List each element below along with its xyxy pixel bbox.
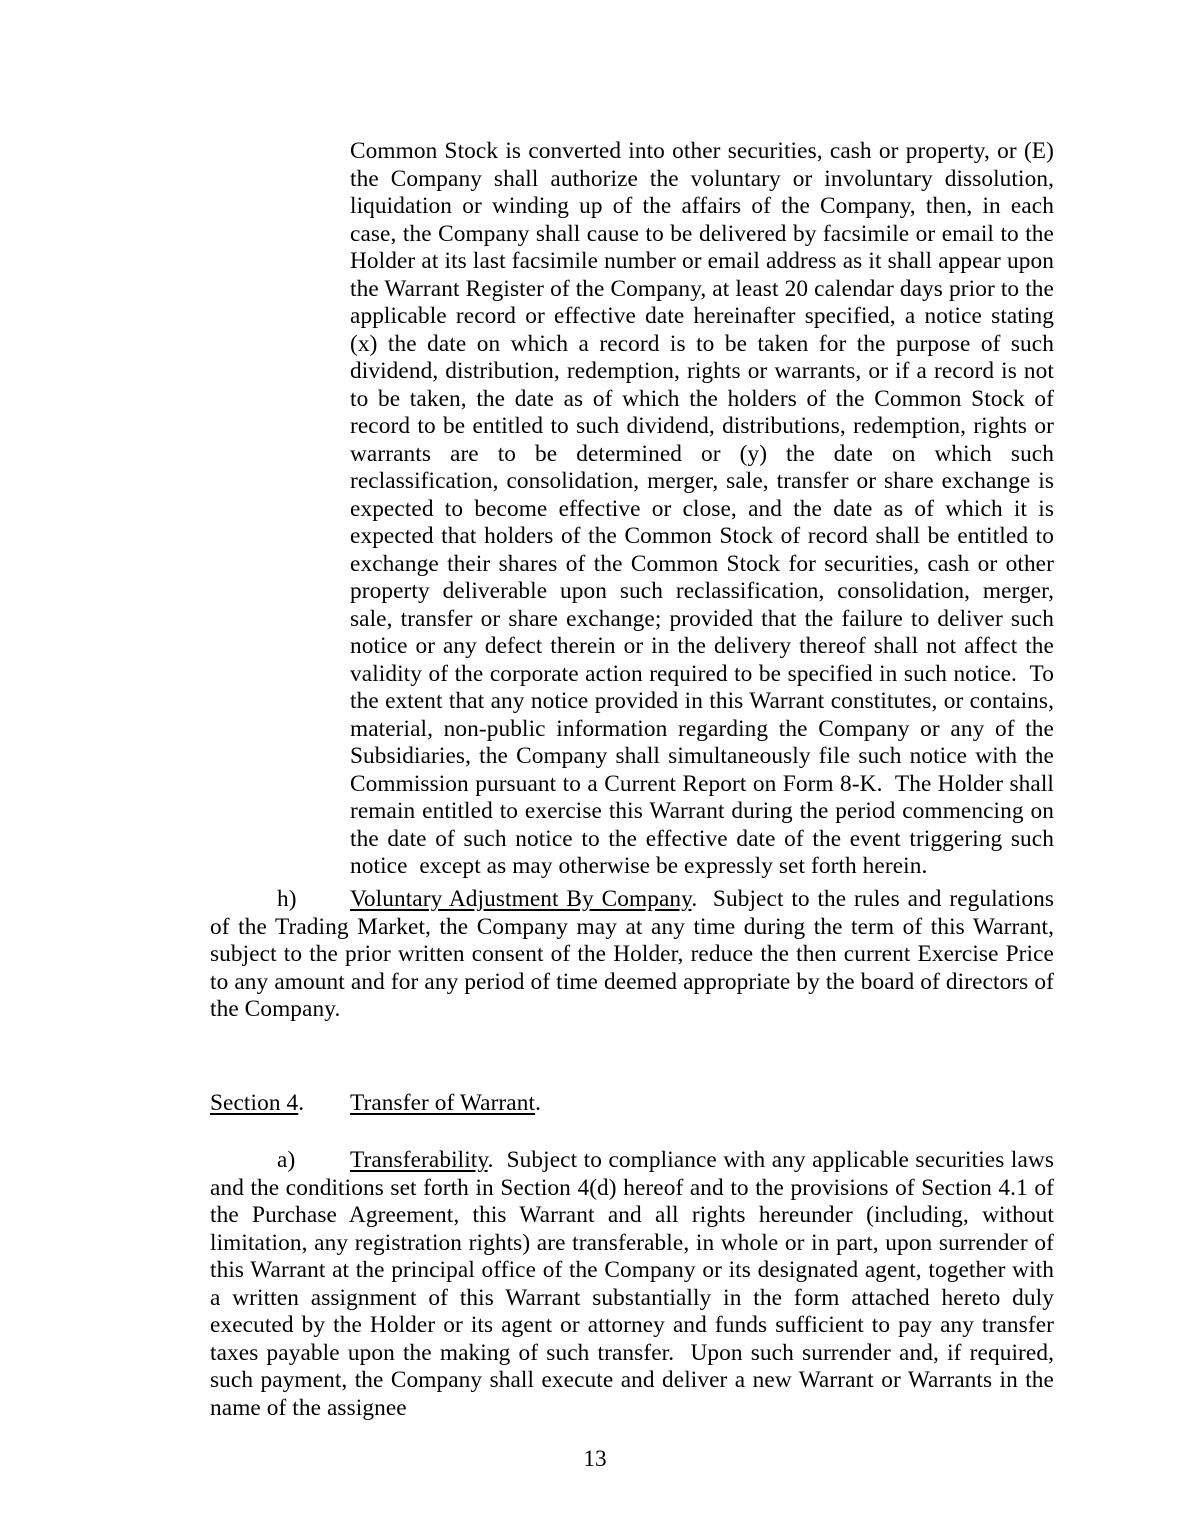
section-4-number: Section 4 — [210, 1090, 299, 1116]
section-4-title-period: . — [535, 1090, 541, 1116]
section-4-title: Transfer of Warrant — [350, 1090, 536, 1116]
clause-heading-a: Transferability — [350, 1147, 488, 1173]
clause-label-h: h) — [277, 886, 297, 912]
clause-body-a: . Subject to compliance with any applicable securities laws and the conditions set forth in Section 4(d) hereof and to the provisions of Section 4.1 of the Purchase Agreement, this Warrant and all rights hereunder (including, without limitation, any registration rights) are transferable, in whole or in part, upon surrender of this Warrant at the principal office of the Company or its designated agent, together with a written assignment of this Warrant substantially in the form attached hereto duly executed by the Holder or its agent or attorney and funds sufficient to pay any transfer taxes payable upon the making of such transfer. Upon such surrender and, if required, such payment, the Company shall execute and deliver a new Warrant or Warrants in the name of the assignee — [210, 1147, 1054, 1421]
continuation-paragraph: Common Stock is converted into other securities, cash or property, or (E) the Company shall authorize the voluntary or involuntary dissolution, liquidation or winding up of the affairs of the Company, then, in each case, the Company shall cause to be delivered by facsimile or email to the Holder at its last facsimile number or email address as it shall appear upon the Warrant Register of the Company, at least 20 calendar days prior to the applicable record or effective date hereinafter specified, a notice stating (x) the date on which a record is to be taken for the purpose of such dividend, distribution, redemption, rights or warrants, or if a record is not to be taken, the date as of which the holders of the Common Stock of record to be entitled to such dividend, distributions, redemption, rights or warrants are to be determined or (y) the date on which such reclassification, consolidation, merger, sale, transfer or share exchange is expected to become effective or close, and the date as of which it is expected that holders of the Common Stock of record shall be entitled to exchange their shares of the Common Stock for securities, cash or other property deliverable upon such reclassification, consolidation, merger, sale, transfer or share exchange; provided that the failure to deliver such notice or any defect therein or in the delivery thereof shall not affect the validity of the corporate action required to be specified in such notice. To the extent that any notice provided in this Warrant constitutes, or contains, material, non-public information regarding the Company or any of the Subsidiaries, the Company shall simultaneously file such notice with the Commission pursuant to a Current Report on Form 8-K. The Holder shall remain entitled to exercise this Warrant during the period commencing on the date of such notice to the effective date of the event triggering such notice except as may otherwise be expressly set forth herein. — [350, 138, 1054, 879]
page-number: 13 — [583, 1446, 607, 1472]
clause-heading-h: Voluntary Adjustment By Company — [350, 886, 692, 912]
paragraph-a — [210, 1147, 1054, 1422]
section-4-number-period: . — [298, 1090, 305, 1116]
clause-label-a: a) — [277, 1147, 296, 1173]
clause-body-h: . Subject to the rules and regulations of the Trading Market, the Company may at any time during the term of this Warrant, subject to the prior written consent of the Holder, reduce the then current Exercise Price to any amount and for any period of time deemed appropriate by the board of directors of the Company. — [210, 886, 1054, 1022]
paragraph-h — [210, 886, 1054, 1024]
section-4-heading — [210, 1090, 1054, 1118]
section-4-number-cell — [210, 1090, 350, 1118]
